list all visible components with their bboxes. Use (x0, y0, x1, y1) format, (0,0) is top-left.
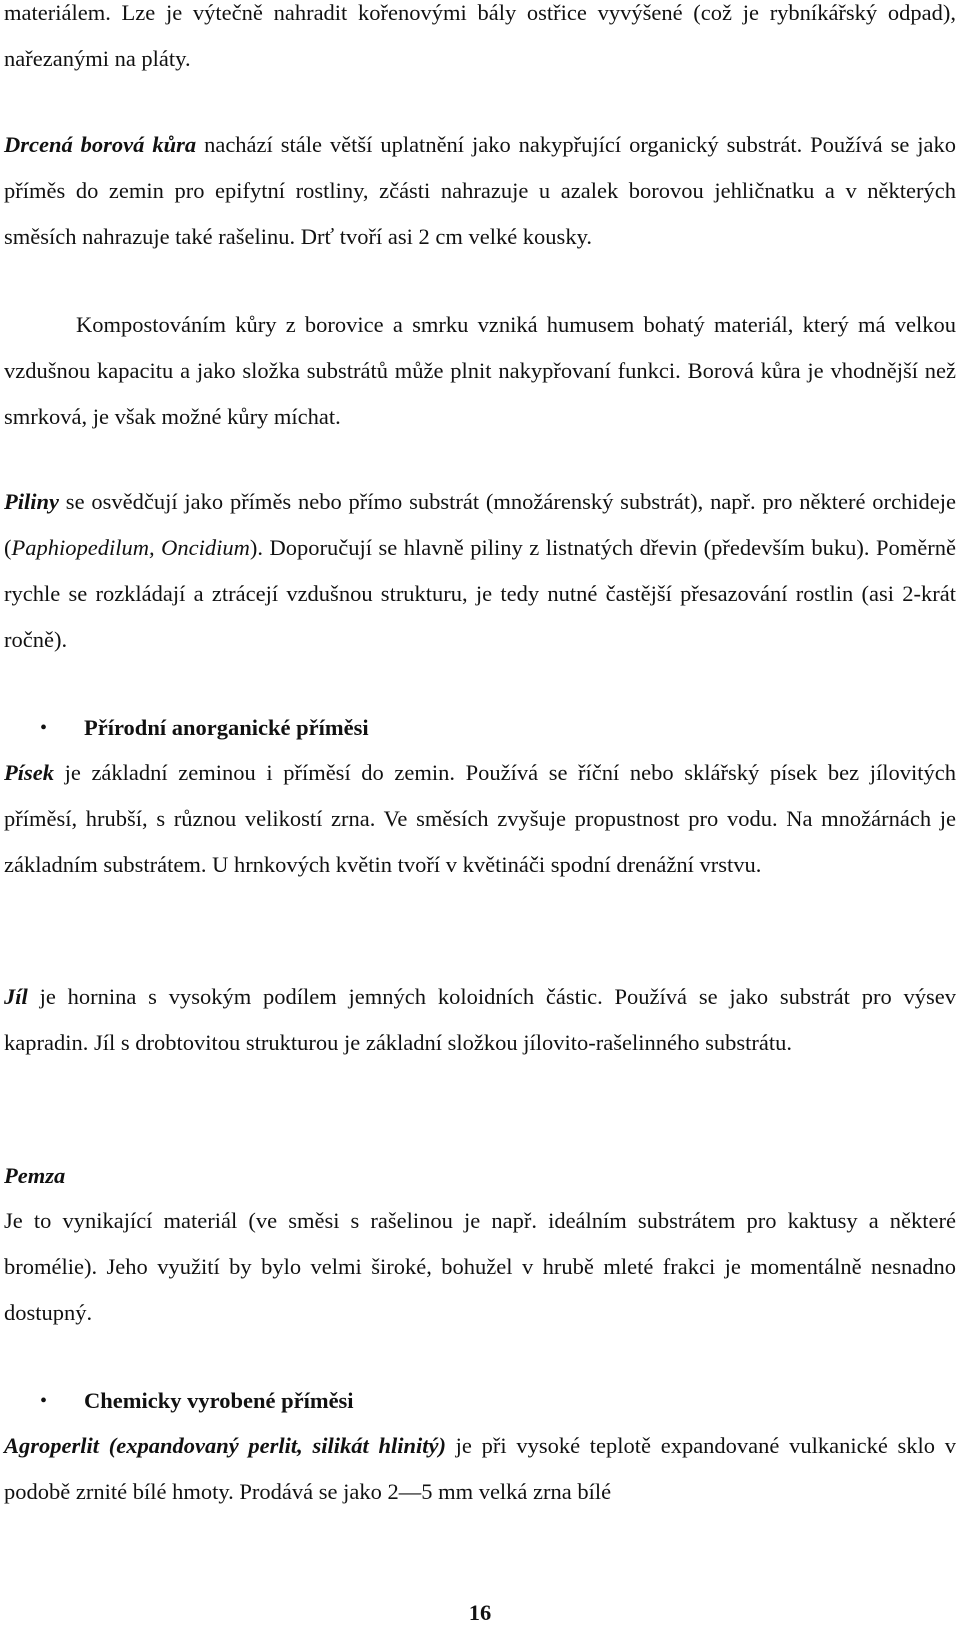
term-pine-bark: Drcená borová kůra (4, 132, 197, 157)
section-heading-chemical: Chemicky vyrobené příměsi (84, 1388, 354, 1413)
term-sawdust: Piliny (4, 489, 59, 514)
paragraph-sand (4, 750, 956, 888)
paragraph-pumice-heading (4, 1153, 956, 1199)
paragraph-agroperlite (4, 1423, 956, 1515)
paragraph-text: je základní zeminou i příměsí do zemin. Používá se říční nebo sklářský písek bez jílovitých příměsí, hrubší, s různou velikostí zrna. Ve směsích zvyšuje propustnost pro vodu. Na množárnách je základním substrátem. U hrnkových květin tvoří v květináči spodní drenážní vrstvu. (4, 760, 956, 877)
bullet-marker: • (40, 1390, 48, 1412)
term-sand: Písek (4, 760, 54, 785)
paragraph-pumice (4, 1198, 956, 1336)
paragraph-sawdust (4, 479, 956, 663)
paragraph-text: Kompostováním kůry z borovice a smrku vzniká humusem bohatý materiál, který má velkou vzdušnou kapacitu a jako složka substrátů může plnit nakypřovaní funkci. Borová kůra je vhodnější než smrková, je však možné kůry míchat. (4, 312, 956, 429)
paragraph-clay (4, 974, 956, 1066)
paragraph-bark-compost (4, 302, 956, 440)
paragraph-sphagnum-end (4, 0, 956, 82)
paragraph-text: nachází stále větší uplatnění jako nakypřující organický substrát. Používá se jako příměs do zemin pro epifytní rostliny, zčásti nahrazuje u azalek borovou jehličnatku a v některých směsích nahrazuje také rašelinu. Drť tvoří asi 2 cm velké kousky. (4, 132, 956, 249)
paragraph-text: se osvědčují jako příměs nebo přímo substrát (množárenský substrát), např. pro některé orchideje ( (4, 489, 956, 560)
term-agroperlite: Agroperlit (expandovaný perlit, silikát hlinitý) (4, 1433, 446, 1458)
paragraph-text: materiálem. Lze je výtečně nahradit kořenovými bály ostřice vyvýšené (což je rybníkářský odpad), nařezanými na pláty. (4, 0, 956, 71)
genus-names: Paphiopedilum, Oncidium (11, 535, 250, 560)
paragraph-text: je při vysoké teplotě expandované vulkanické sklo v podobě zrnité bílé hmoty. Prodává se jako 2—5 mm velká zrna bílé (4, 1433, 956, 1504)
paragraph-text: ). Doporučují se hlavně piliny z listnatých dřevin (především buku). Poměrně rychle se rozkládají a ztrácejí vzdušnou strukturu, je tedy nutné častější přesazování rostlin (asi 2-krát ročně). (4, 535, 956, 652)
page-number: 16 (468, 1600, 492, 1625)
section-heading-natural-inorganic: Přírodní anorganické příměsi (84, 715, 369, 740)
term-clay: Jíl (4, 984, 28, 1009)
paragraph-pine-bark (4, 122, 956, 260)
paragraph-text: Je to vynikající materiál (ve směsi s rašelinou je např. ideálním substrátem pro kaktusy a některé bromélie). Jeho využití by bylo velmi široké, bohužel v hrubě mleté frakci je momentálně nesnadno dostupný. (4, 1208, 956, 1325)
term-pumice: Pemza (4, 1163, 66, 1188)
bullet-marker: • (40, 717, 48, 739)
paragraph-text: je hornina s vysokým podílem jemných koloidních částic. Používá se jako substrát pro výsev kapradin. Jíl s drobtovitou strukturou je základní složkou jílovito-rašelinného substrátu. (4, 984, 956, 1055)
